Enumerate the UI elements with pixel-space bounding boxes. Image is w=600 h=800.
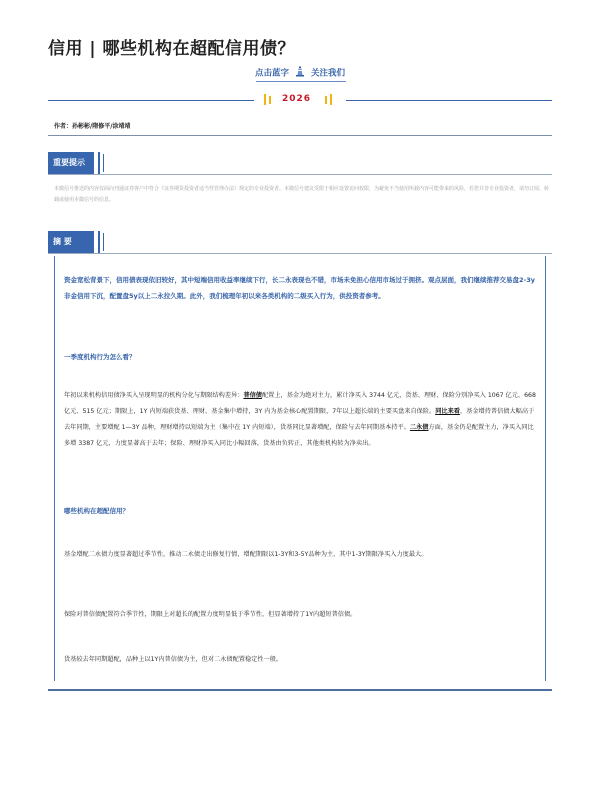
summary-heading: 摘 要 bbox=[48, 231, 94, 253]
summary-intro: 资金宽松背景下，信用债表现依旧较好，其中短端信用收益率继续下行，长二永表现也不错，市场未免担心信用市场过于拥挤。观点层面，我们继续推荐交易盘2-3y非金信用下沉，配置盘5y以上二永拉久期。此外，我们梳理年初以来各类机构的二级买入行为，供投资者参考。 bbox=[64, 276, 535, 300]
year-label: 2026 bbox=[282, 94, 312, 104]
follow-underline bbox=[256, 81, 346, 82]
q1-keyword-perpetual: 二永债 bbox=[409, 424, 429, 431]
heading-bar bbox=[98, 152, 100, 174]
q1-paragraph bbox=[64, 388, 538, 452]
q1-heading: 一季度机构行为怎么看？ bbox=[64, 353, 136, 361]
heading-bar bbox=[98, 231, 100, 253]
who-paragraph-3: 货基较去年同期超配，品种上以1Y内普信债为主，但对二永债配置稳定性一般。 bbox=[64, 656, 283, 663]
article-title: 信用 | 哪些机构在超配信用债？ bbox=[48, 39, 296, 59]
divider-left bbox=[48, 100, 254, 101]
notice-heading: 重要提示 bbox=[48, 152, 94, 174]
follow-suffix: 关注我们 bbox=[310, 68, 345, 79]
heading-underline bbox=[48, 253, 552, 254]
year-decoration-left bbox=[264, 94, 274, 113]
divider-right bbox=[346, 100, 552, 101]
heading-underline bbox=[48, 174, 552, 175]
follow-prompt[interactable] bbox=[0, 66, 600, 80]
q1-text-a: 年初以来机构信用债净买入呈现明显的机构分化与期限结构差异： bbox=[64, 392, 244, 399]
who-paragraph-1: 基金增配二永债力度显著超过季节性，推动二永债走出修复行情，增配期限以1-3Y和3-5Y品种为主，其中1-3Y期限净买入力度最大。 bbox=[64, 551, 428, 558]
q1-text-d: 方面，基金仍是配置主力，净买入同比多增 3387 亿元，力度显著高于去年；保险、理财净买入同比小幅回落，货基由负转正，其他类机构转为净卖出。 bbox=[64, 424, 534, 447]
year-decoration-right bbox=[325, 94, 335, 113]
q1-text-c: ，基金增持普信债大幅高于去年同期，主要增配 1—3Y 品种，理财增持以短端为主（集中在 1Y 内短端），货基同比显著增配，保险与去年同期基本持平。 bbox=[64, 408, 535, 431]
lighthouse-icon bbox=[295, 66, 305, 80]
q1-keyword-general-credit: 普信债 bbox=[243, 392, 262, 399]
who-heading: 哪些机构在超配信用？ bbox=[64, 507, 129, 515]
header-rule bbox=[48, 135, 552, 136]
author-line: 作者：孙彬彬/隋修平/涂靖靖 bbox=[54, 123, 131, 130]
who-paragraph-2: 保险对普信债配置符合季节性，期限上对超长的配置力度明显低于季节性，但显著增持了1Y内超短普信债。 bbox=[64, 611, 357, 618]
follow-prefix: 点击蓝字 bbox=[255, 68, 290, 79]
notice-text: 本微信号推送的内容仅面向刊通证券客户中符合《证券期货投资者适当性管理办法》规定的专业投资者。本微信号建议受限于相应设置访问权限，为避免不当使用所载内容可能带来的风险，若您并非专业投资者，请勿订阅、转载或使用本微信号的信息。 bbox=[54, 186, 550, 203]
heading-bar-thin bbox=[103, 154, 104, 172]
q1-keyword-yoy: 同比来看 bbox=[435, 408, 460, 415]
bottom-rule bbox=[48, 689, 552, 691]
heading-bar-thin bbox=[103, 233, 104, 251]
q1-text-b: 配置上，基金为绝对主力，累计净买入 3744 亿元，货基、理财、保险分别净买入 1067 亿元、668 亿元、515 亿元；期限上，1Y 内短端获货基、理财、基金集中增持，3Y 内为基金核心配置期限，7年以上超长端的主要买盘来自保险。 bbox=[64, 392, 536, 415]
